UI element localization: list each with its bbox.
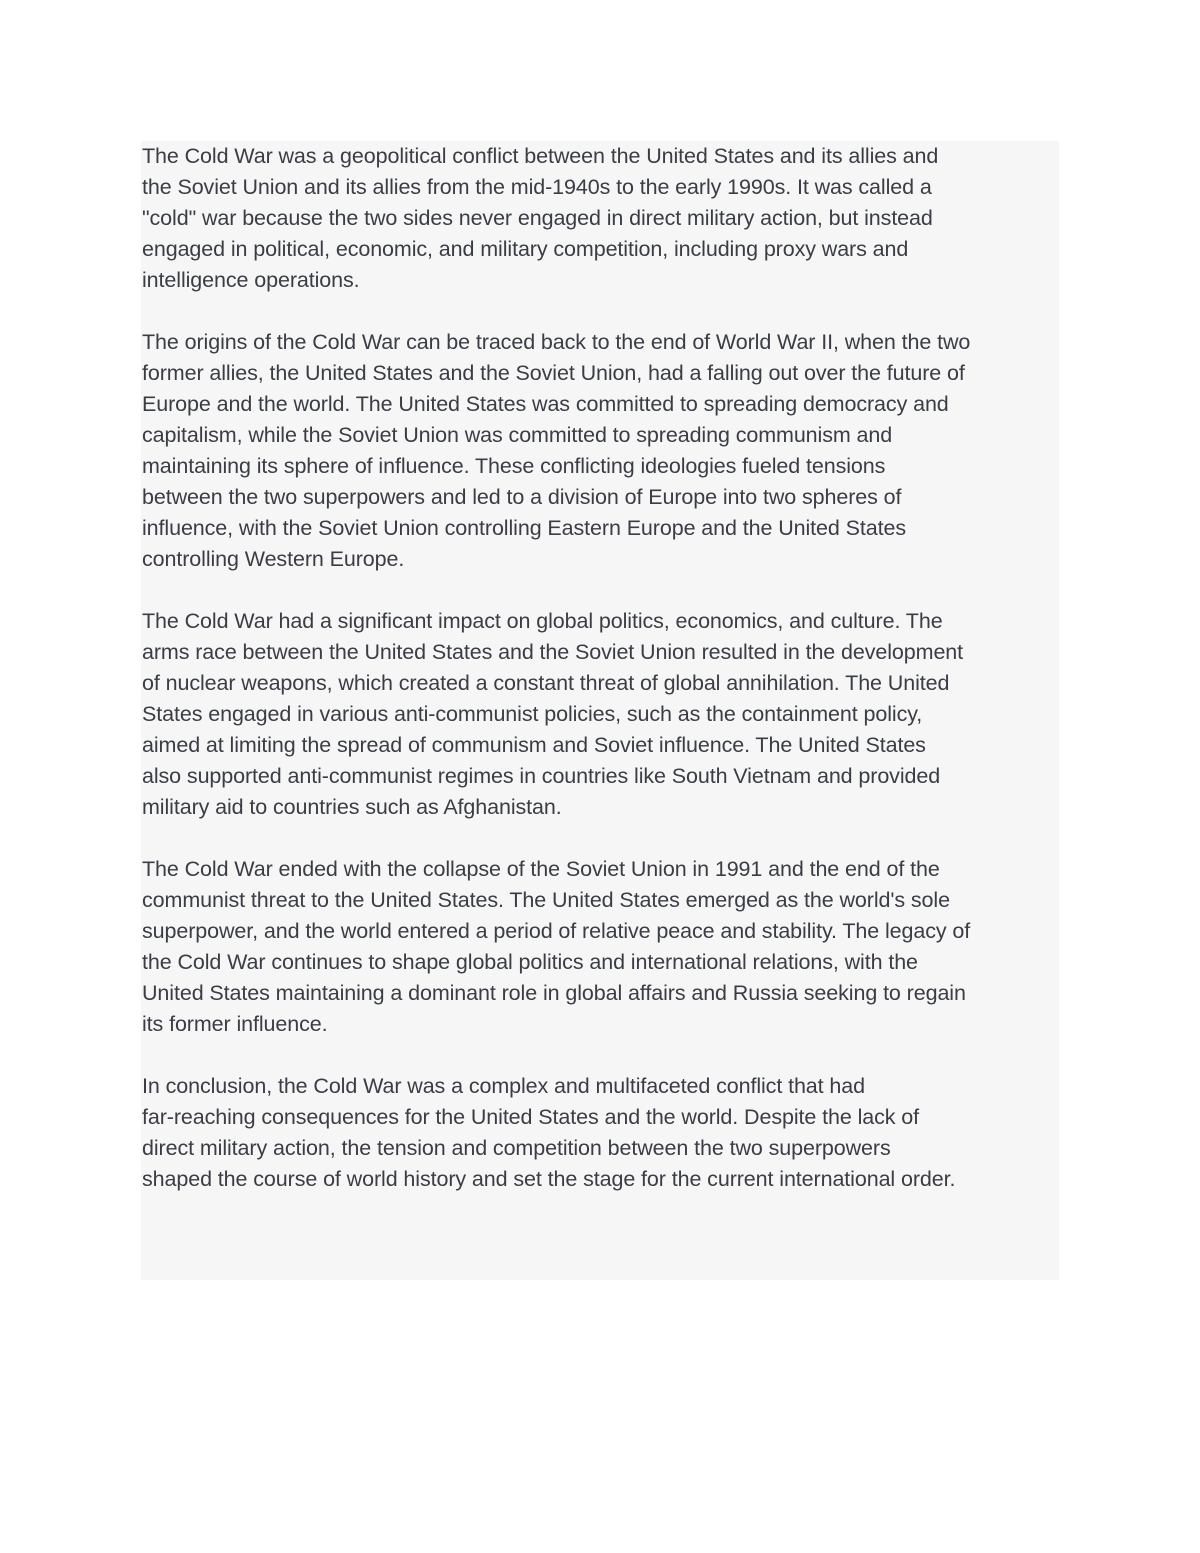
text-line: far-reaching consequences for the United States and the world. Despite the lack of [142, 1105, 920, 1129]
paragraph-3 [142, 606, 1059, 823]
text-line: Europe and the world. The United States was committed to spreading democracy and [142, 392, 949, 416]
text-line: communist threat to the United States. The United States emerged as the world's sole [142, 888, 950, 912]
text-line: controlling Western Europe. [142, 547, 405, 571]
text-line: intelligence operations. [142, 268, 360, 292]
text-line: arms race between the United States and the Soviet Union resulted in the development [142, 640, 964, 664]
paragraph-5 [142, 1071, 1059, 1195]
text-line: engaged in political, economic, and military competition, including proxy wars and [142, 237, 909, 261]
text-line: also supported anti-communist regimes in countries like South Vietnam and provided [142, 764, 941, 788]
document-text-panel [141, 141, 1059, 1280]
text-line: In conclusion, the Cold War was a complex and multifaceted conflict that had [142, 1074, 865, 1098]
paragraph-2 [142, 327, 1059, 575]
text-line: "cold" war because the two sides never engaged in direct military action, but instead [142, 206, 933, 230]
text-line: former allies, the United States and the Soviet Union, had a falling out over the future of [142, 361, 965, 385]
text-line: its former influence. [142, 1012, 328, 1036]
text-line: shaped the course of world history and set the stage for the current international order. [142, 1167, 956, 1191]
text-line: the Soviet Union and its allies from the mid-1940s to the early 1990s. It was called a [142, 175, 932, 199]
text-line: States engaged in various anti-communist policies, such as the containment policy, [142, 702, 923, 726]
text-line: influence, with the Soviet Union controlling Eastern Europe and the United States [142, 516, 906, 540]
text-line: capitalism, while the Soviet Union was committed to spreading communism and [142, 423, 893, 447]
text-line: aimed at limiting the spread of communism and Soviet influence. The United States [142, 733, 926, 757]
text-line: superpower, and the world entered a period of relative peace and stability. The legacy of [142, 919, 971, 943]
text-line: The Cold War was a geopolitical conflict between the United States and its allies and [142, 144, 939, 168]
text-line: between the two superpowers and led to a division of Europe into two spheres of [142, 485, 902, 509]
text-line: of nuclear weapons, which created a constant threat of global annihilation. The United [142, 671, 950, 695]
text-line: military aid to countries such as Afghanistan. [142, 795, 562, 819]
paragraph-4 [142, 854, 1059, 1040]
text-line: The origins of the Cold War can be traced back to the end of World War II, when the two [142, 330, 971, 354]
text-line: The Cold War ended with the collapse of the Soviet Union in 1991 and the end of the [142, 857, 940, 881]
text-line: the Cold War continues to shape global politics and international relations, with the [142, 950, 918, 974]
text-line: United States maintaining a dominant role in global affairs and Russia seeking to regain [142, 981, 966, 1005]
paragraph-1 [142, 141, 1059, 296]
text-line: direct military action, the tension and competition between the two superpowers [142, 1136, 891, 1160]
text-line: The Cold War had a significant impact on global politics, economics, and culture. The [142, 609, 943, 633]
text-line: maintaining its sphere of influence. These conflicting ideologies fueled tensions [142, 454, 886, 478]
